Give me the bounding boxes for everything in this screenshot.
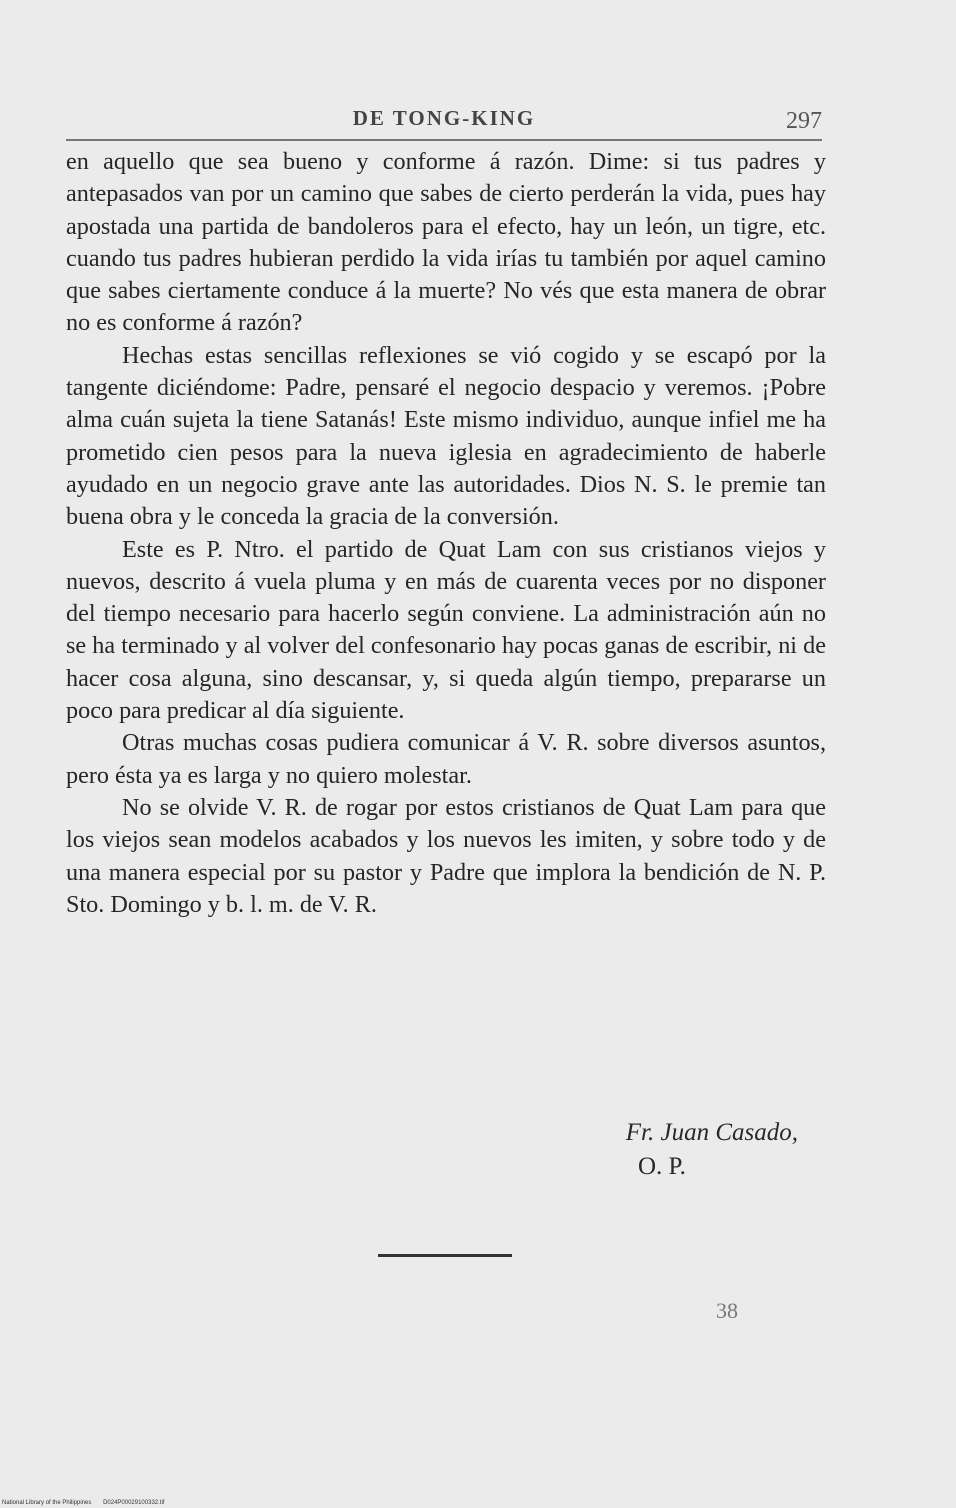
running-head [66, 106, 822, 140]
running-title: DE TONG-KING [352, 106, 536, 130]
scan-footer [2, 1500, 174, 1506]
page-number: 297 [786, 108, 822, 134]
signature-mark: 38 [716, 1298, 738, 1323]
header-rule [66, 139, 822, 141]
body-text [66, 146, 826, 921]
footer-code: D024P00029100332.tif [103, 1500, 165, 1506]
paragraph-3: Este es P. Ntro. el partido de Quat Lam con sus cristianos viejos y nuevos, descrito á vuela pluma y en más de cuarenta veces por no disponer del tiempo necesario para hacerlo según conviene. La administración aún no se ha terminado y al volver del confesonario hay pocas ganas de escribir, ni de hacer cosa alguna, sino descansar, y, si queda algún tiempo, prepararse un poco para predicar al día siguiente. [66, 535, 826, 725]
signature-order: O. P. [638, 1153, 686, 1180]
paragraph-2: Hechas estas sencillas reflexiones se vió cogido y se escapó por la tangente diciéndome: Padre, pensaré el negocio despacio y veremos. ¡Pobre alma cuán sujeta la tiene Satanás! Este mismo individuo, aunque infiel me ha prometido cien pesos para la nueva iglesia en agradecimiento de haberle ayudado en un negocio grave ante las autoridades. Dios N. S. le premie tan buena obra y le conceda la gracia de la conversión. [66, 341, 826, 531]
signature-block [520, 1116, 820, 1184]
paragraph-4: Otras muchas cosas pudiera comunicar á V. R. sobre diversos asuntos, pero ésta ya es larga y no quiero molestar. [66, 729, 826, 789]
paragraph-5: No se olvide V. R. de rogar por estos cristianos de Quat Lam para que los viejos sean modelos acabados y los nuevos les imiten, y sobre todo y de una manera especial por su pastor y Padre que implora la bendición de N. P. Sto. Domingo y b. l. m. de V. R. [66, 793, 826, 918]
closing-rule [378, 1254, 512, 1257]
signature-name: Fr. Juan Casado, [625, 1119, 798, 1146]
footer-library: National Library of the Philippines [2, 1500, 92, 1506]
paragraph-1: en aquello que sea bueno y conforme á razón. Dime: si tus padres y antepasados van por un camino que sabes de cierto perderán la vida, pues hay apostada una partida de bandoleros para el efecto, hay un león, un tigre, etc. cuando tus padres hubieran perdido la vida irías tu también por aquel camino que sabes ciertamente conduce á la muerte? No vés que esta manera de obrar no es conforme á razón? [66, 148, 826, 337]
